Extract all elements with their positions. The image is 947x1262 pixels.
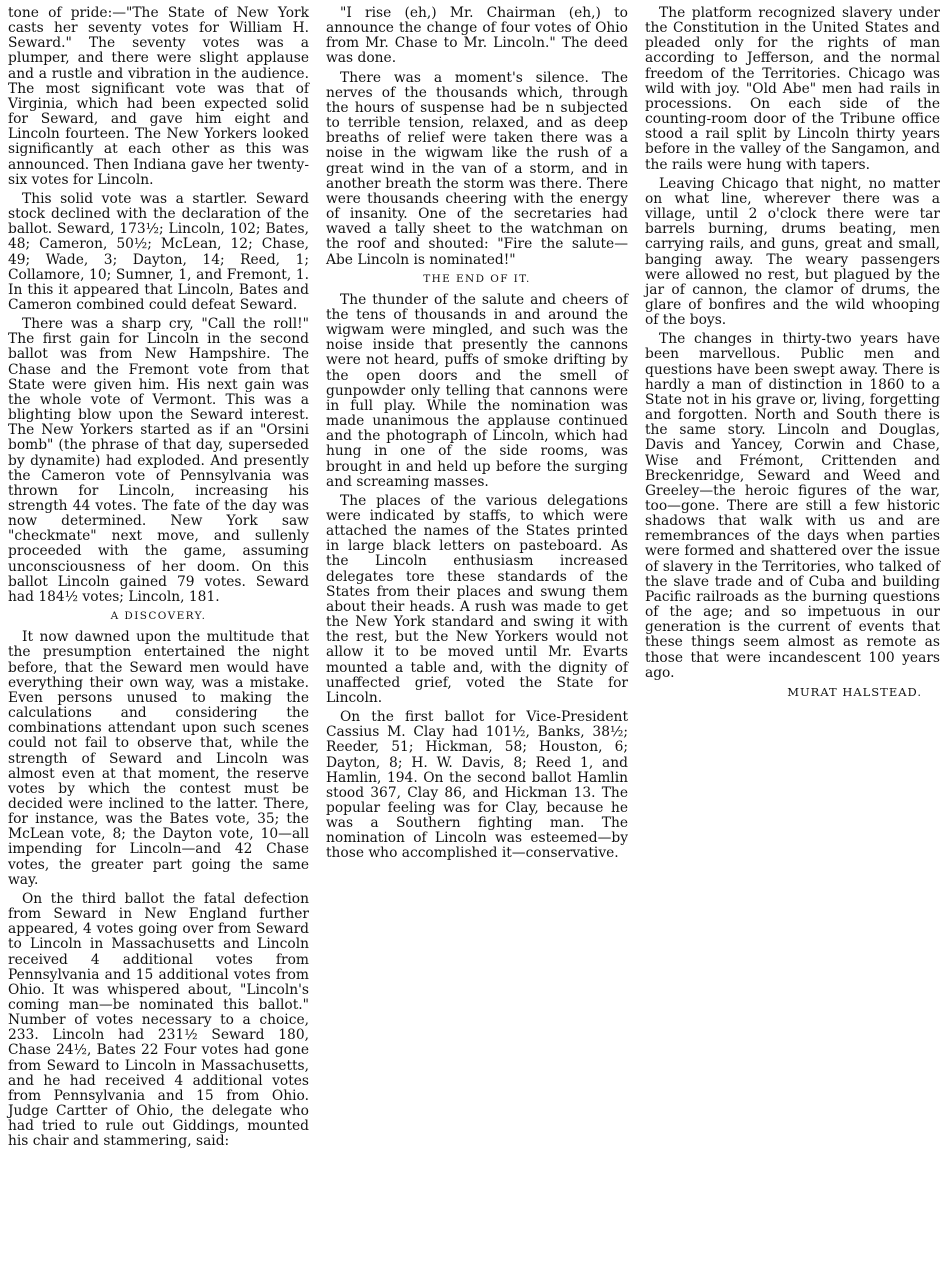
paragraph: It now dawned upon the multitude that the presumption entertained the night before, that the Seward men would have everything their own way, was a mistake. Even persons unused to making the calculations and considering the combinations attendant upon such scenes could not fail to observe that, while the strength of Seward and Lincoln was almost even at that moment, the reserve votes by which the contest must be decided were inclined to the latter. There, for instance, was the Bates vote, 35; the McLean vote, 8; the Dayton vote, 10—all impending for Lincoln—and 42 Chase votes, the greater part going the same way. (8, 629, 309, 888)
paragraph: "I rise (eh,) Mr. Chairman (eh,) to announce the change of four votes of Ohio from Mr. Chase to Mr. Lincoln." The deed was done. (326, 5, 628, 67)
paragraph: tone of pride:—"The State of New York casts her seventy votes for William H. Seward." The seventy votes was a plumper, and there were slight applause and a rustle and vibration in the audience. The most significant vote was that of Virginia, which had been expected solid for Seward, and gave him eight and Lincoln fourteen. The New Yorkers looked significantly at each other as this was announced. Then Indiana gave her twenty-six votes for Lincoln. (8, 5, 309, 188)
paragraph: The platform recognized slavery under the Constitution in the United States and pleaded only for the rights of man according to Jefferson, and the normal freedom of the Territories. Chicago was wild with joy. "Old Abe" men had rails in processions. On each side of the counting-room door of the Tribune office stood a rail split by Lincoln thirty years before in the valley of the Sangamon, and the rails were hung with tapers. (645, 5, 940, 173)
author-signature: MURAT HALSTEAD. (787, 684, 922, 699)
paragraph: The thunder of the salute and cheers of the tens of thousands in and around the wigwam were mingled, and such was the noise inside that presently the cannons were not heard, puffs of smoke drifting by the open doors and the smell of gunpowder only telling that cannons were in full play. While the nomination was made unanimous the applause continued and the photograph of Lincoln, which had hung in one of the side rooms, was brought in and held up before the surging and screaming masses. (326, 291, 628, 490)
section-subhead: A DISCOVERY. (110, 610, 207, 623)
paragraph: The places of the various delegations were indicated by staffs, to which were attached the names of the States printed in large black letters on pasteboard. As the Lincoln enthusiasm increased delegates tore these standards of the States from their places and swung them about their heads. A rush was made to get the New York standard and swing it with the rest, but the New Yorkers would not allow it to be moved until Mr. Evarts mounted a table and, with the dignity of unaffected grief, voted the State for Lincoln. (326, 492, 628, 706)
paragraph: This solid vote was a startler. Seward stock declined with the declaration of the ballot. Seward, 173½; Lincoln, 102; Bates, 48; Cameron, 50½; McLean, 12; Chase, 49; Wade, 3; Dayton, 14; Reed, 1; Collamore, 10; Sumner, 1, and Fremont, 1. In this it appeared that Lincoln, Bates and Cameron combined could defeat Seward. (8, 190, 309, 313)
article-column-2 (326, 6, 628, 866)
paragraph: The changes in thirty-two years have been marvellous. Public men and questions have been swept away. There is hardly a man of distinction in 1860 to a State not in his grave or, living, forgetting and forgotten. North and South there is the same story. Lincoln and Douglas, Davis and Yancey, Corwin and Chase, Wise and Frémont, Crittenden and Breckenridge, Seward and Weed and Greeley—the heroic figures of the war, too—gone. There are still a few historic shadows that walk with us and are remembrances of the days when parties were formed and shattered over the issue of slavery in the Territories, who talked of the slave trade and of Cuba and building Pacific railroads as the burning questions of the age; and so impetuous in our generation is the current of events that these things seem almost as remote as those that were incandescent 100 years ago. (645, 331, 940, 681)
article-column-1 (8, 6, 309, 1154)
paragraph: Leaving Chicago that night, no matter on what line, wherever there was a village, until 2 o'clock there were tar barrels burning, drums beating, men carrying rails, and guns, great and small, banging away. The weary passengers were allowed no rest, but plagued by the jar of cannon, the clamor of drums, the glare of bonfires and the wild whooping of the boys. (645, 175, 940, 329)
section-subhead: THE END OF IT. (423, 272, 531, 285)
paragraph: There was a sharp cry, "Call the roll!" The first gain for Lincoln in the second ballot was from New Hampshire. The Chase and the Fremont vote from that State were given him. His next gain was the whole vote of Vermont. This was a blighting blow upon the Seward interest. The New Yorkers started as if an "Orsini bomb" (the phrase of that day, superseded by dynamite) had exploded. And presently the Cameron vote of Pennsylvania was thrown for Lincoln, increasing his strength 44 votes. The fate of the day was now determined. New York saw "checkmate" next move, and sullenly proceeded with the game, assuming unconsciousness of her doom. On this ballot Lincoln gained 79 votes. Seward had 184½ votes; Lincoln, 181. (8, 316, 309, 605)
article-column-3 (645, 6, 940, 700)
paragraph: There was a moment's silence. The nerves of the thousands which, through the hours of suspense had be n subjected to terrible tension, relaxed, and as deep breaths of relief were taken there was a noise in the wigwam like the rush of a great wind in the van of a storm, and in another breath the storm was there. There were thousands cheering with the energy of insanity. One of the secretaries had waved a tally sheet to the watchman on the roof and shouted: "Fire the salute—Abe Lincoln is nominated!" (326, 69, 628, 268)
paragraph: On the third ballot the fatal defection from Seward in New England further appeared, 4 votes going over from Seward to Lincoln in Massachusetts and Lincoln received 4 additional votes from Pennsylvania and 15 additional votes from Ohio. It was whispered about, "Lincoln's coming man—be nominated this ballot." Number of votes necessary to a choice, 233. Lincoln had 231½ Seward 180, Chase 24½, Bates 22 Four votes had gone from Seward to Lincoln in Massachusetts, and he had received 4 additional votes from Pennsylvania and 15 from Ohio. Judge Cartter of Ohio, the delegate who had tried to rule out Giddings, mounted his chair and stammering, said: (8, 890, 309, 1150)
paragraph: On the first ballot for Vice-President Cassius M. Clay had 101½, Banks, 38½; Reeder, 51; Hickman, 58; Houston, 6; Dayton, 8; H. W. Davis, 8; Reed 1, and Hamlin, 194. On the second ballot Hamlin stood 367, Clay 86, and Hickman 13. The popular feeling was for Clay, because he was a Southern fighting man. The nomination of Lincoln was esteemed—by those who accomplished it—conservative. (326, 709, 628, 862)
